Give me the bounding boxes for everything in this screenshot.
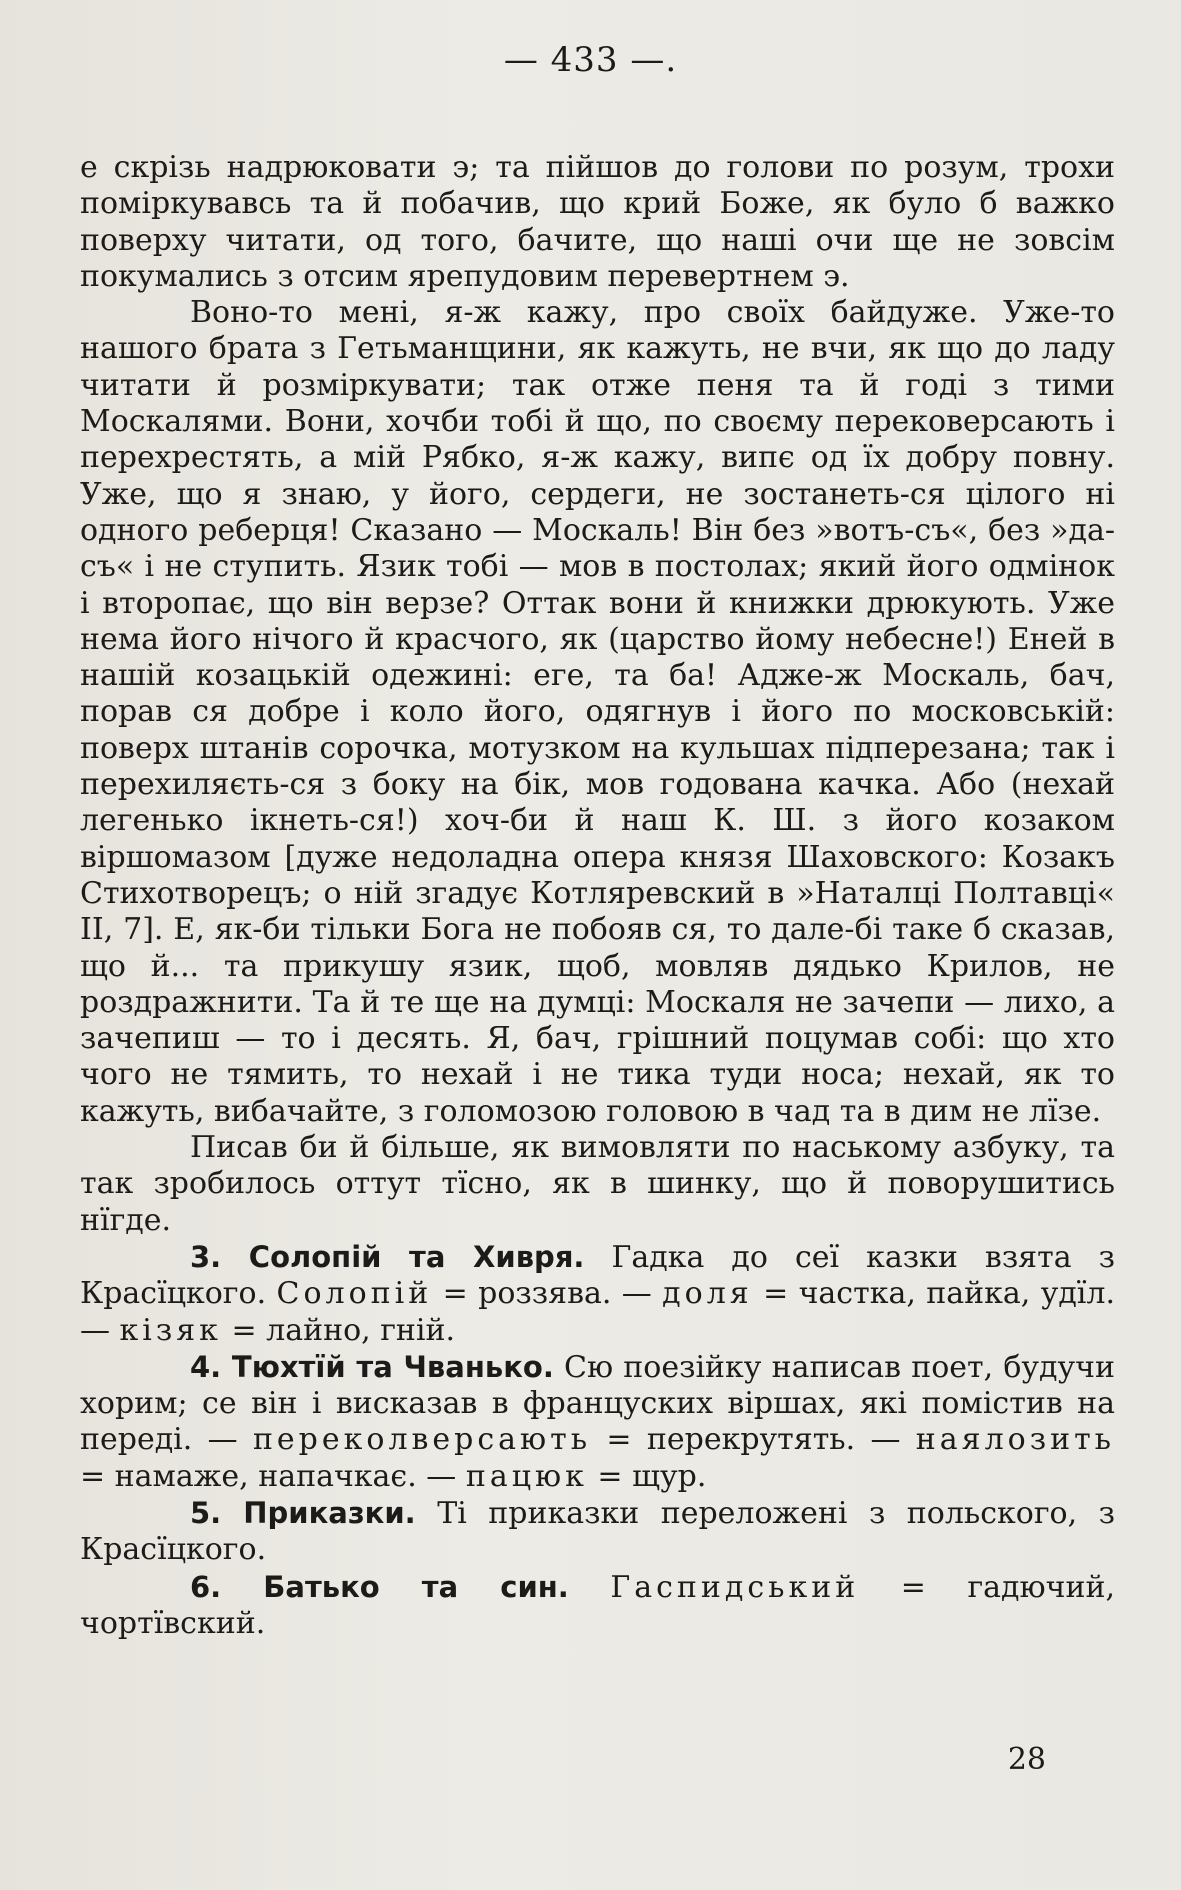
- paragraph-3: Писав би й більше, як вимовляти по наському азбуку, та так зробилось оттут тїсно, як в шинку, що й поворушитись нїгде.: [80, 1130, 1115, 1238]
- note-5: [80, 1495, 1115, 1569]
- note-definition: = частка, пайка, удїл. —: [80, 1276, 1116, 1348]
- note-term: пацюк: [465, 1458, 588, 1494]
- note-definition: = роззява. —: [432, 1276, 663, 1312]
- note-definition: = намаже, напачкає. —: [80, 1458, 466, 1494]
- note-definition: = гадючий, чортївский.: [80, 1569, 1115, 1641]
- signature-mark: 28: [1007, 1742, 1046, 1777]
- note-title: 3. Солопій та Хивря.: [190, 1239, 585, 1274]
- note-term: наялозить: [915, 1422, 1115, 1458]
- note-term: доля: [662, 1276, 753, 1312]
- page-number-header: — 433 —.: [503, 40, 678, 80]
- note-text: Сю поезійку написав поет, будучи хорим; се він і висказав в француских віршах, які помістив на переді. —: [80, 1349, 1115, 1458]
- note-title: 5. Приказки.: [190, 1495, 416, 1530]
- note-term: кізяк: [119, 1312, 222, 1348]
- note-text: Гадка до сеї казки взята з Красїцкого.: [80, 1239, 1115, 1312]
- note-title: 4. Тюхтїй та Чванько.: [190, 1349, 554, 1384]
- note-title: 6. Батько та син.: [190, 1569, 569, 1604]
- note-3: [80, 1239, 1115, 1349]
- note-term: Солопій: [276, 1276, 433, 1312]
- page-body: [80, 150, 1115, 1642]
- note-term: переколверсають: [252, 1422, 592, 1458]
- paragraph-1: е скрізь надрюковати э; та пійшов до голови по розум, трохи поміркувавсь та й побачив, що крий Боже, як було б важко поверху читати, од того, бачите, що наші очи ще не зовсім покумались з отсим ярепудовим перевертнем э.: [80, 150, 1115, 294]
- note-4: [80, 1349, 1115, 1495]
- note-definition: = перекрутять. —: [591, 1422, 916, 1458]
- note-term: Гаспидський: [610, 1569, 860, 1605]
- note-text: Ті приказки переложені з польского, з Красїцкого.: [80, 1495, 1115, 1568]
- note-definition: = щур.: [587, 1458, 707, 1494]
- note-6: [80, 1569, 1115, 1643]
- note-definition: = лайно, гній.: [221, 1312, 456, 1348]
- paragraph-2: Воно-то мені, я-ж кажу, про своїх байдуже. Уже-то нашого брата з Гетьманщини, як кажуть, не вчи, як що до ладу читати й розміркувати; так отже пеня та й годі з тими Москалями. Вони, хочби тобі й що, по своєму перековерсають і перехрестять, а мій Рябко, я-ж кажу, випє од їх добру повну. Уже, що я знаю, у його, сердеги, не зостанеть-ся цілого ні одного реберця! Сказано — Москаль! Він без »вотъ-съ«, без »да-съ« і не ступить. Язик тобі — мов в постолах; який його одмінок і второпає, що він верзе? Оттак вони й книжки дрюкують. Уже нема його нічого й красчого, як (царство йому небесне!) Еней в нашій козацькій одежині: еге, та ба! Адже-ж Москаль, бач, порав ся добре і коло його, одягнув і його по московській: поверх штанів сорочка, мотузком на кульшах підперезана; так і перехиляєть-ся з боку на бік, мов годована качка. Або (нехай легенько ікнеть-ся!) хоч-би й наш К. Ш. з його козаком віршомазом [дуже недоладна опера князя Шаховского: Козакъ Стихотворецъ; о ній згадує Котляревский в »Наталці Полтавці« II, 7]. Е, як-би тільки Бога не побояв ся, то дале-бі таке б сказав, що й... та прикушу язик, щоб, мовляв дядько Крилов, не роздражнити. Та й те ще на думці: Москаля не зачепи — лихо, а зачепиш — то і десять. Я, бач, грішний поцумав собі: що хто чого не тямить, то нехай і не тика туди носа; нехай, як то кажуть, вибачайте, з голомозою головою в чад та в дим не лїзе.: [80, 295, 1115, 1129]
